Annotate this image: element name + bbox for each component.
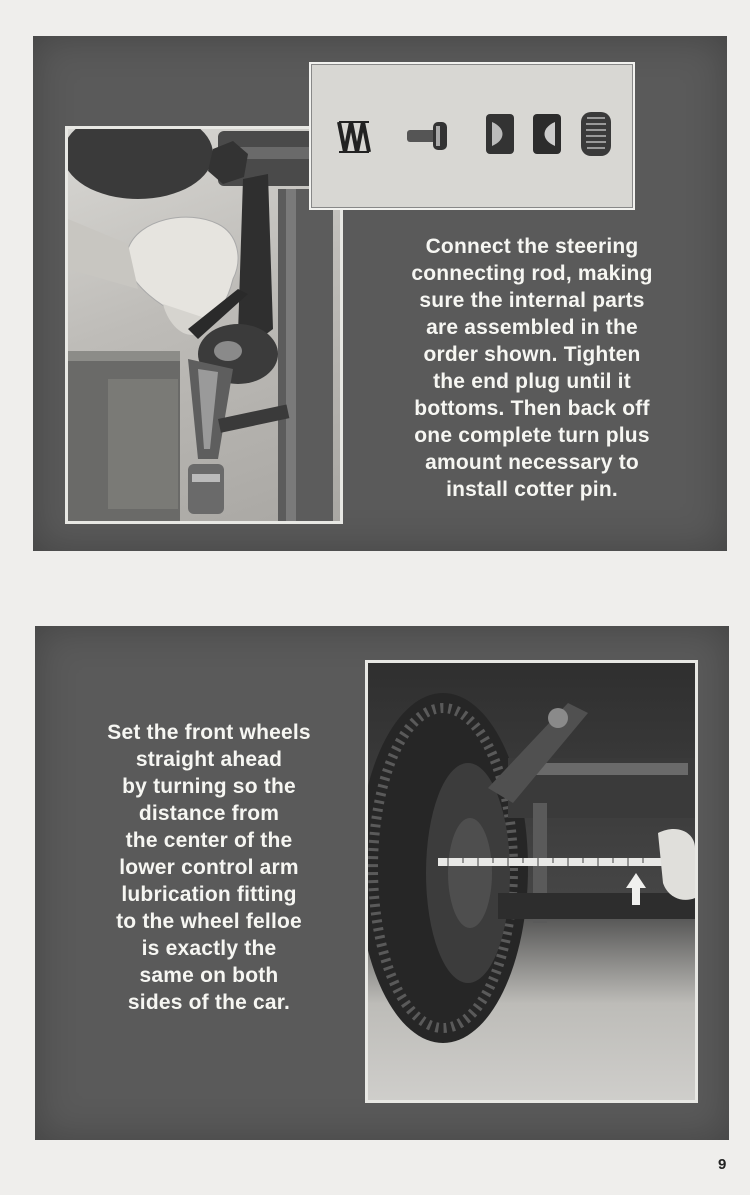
caption-line: to the wheel felloe: [116, 910, 302, 933]
caption-line: are assembled in the: [426, 316, 638, 339]
caption-line: lower control arm: [119, 856, 299, 879]
caption-line: Connect the steering: [425, 235, 639, 258]
caption-line: sides of the car.: [127, 991, 291, 1014]
hand-adjusting-steering-rod-icon: [68, 129, 340, 521]
steering-rod-instructions: [378, 233, 686, 503]
caption-line: order shown. Tighten: [423, 343, 641, 366]
caption-line: connecting rod, making: [411, 262, 653, 285]
page-number: 9: [718, 1156, 727, 1173]
front-wheel-measurement-icon: [368, 663, 695, 1100]
wheel-alignment-instructions: [78, 719, 340, 1016]
caption-line: Set the front wheels: [107, 721, 311, 744]
caption-line: the end plug until it: [433, 370, 631, 393]
caption-line: amount necessary to: [425, 451, 639, 474]
caption-line: distance from: [138, 802, 280, 825]
caption-line: install cotter pin.: [446, 478, 618, 501]
parts-order-inset: [309, 62, 635, 210]
caption-line: same on both: [139, 964, 279, 987]
caption-line: is exactly the: [141, 937, 277, 960]
caption-line: lubrication fitting: [121, 883, 297, 906]
caption-line: one complete turn plus: [414, 424, 650, 447]
steering-rod-photo: [65, 126, 343, 524]
caption-line: the center of the: [125, 829, 293, 852]
caption-line: by turning so the: [122, 775, 296, 798]
caption-line: straight ahead: [135, 748, 283, 771]
caption-line: sure the internal parts: [419, 289, 645, 312]
steering-rod-internal-parts-icon: [311, 64, 633, 208]
front-wheel-photo: [365, 660, 698, 1103]
caption-line: bottoms. Then back off: [414, 397, 650, 420]
